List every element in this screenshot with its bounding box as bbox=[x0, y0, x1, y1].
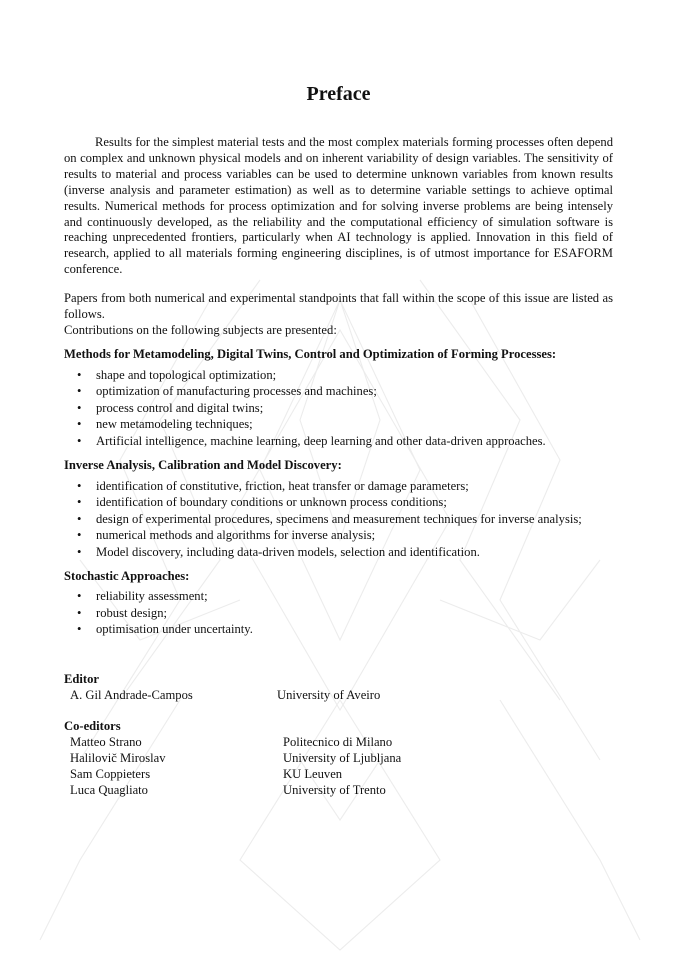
coeditor-row bbox=[64, 767, 613, 783]
bullet-icon: • bbox=[77, 605, 82, 620]
bullet-icon: • bbox=[77, 495, 82, 510]
bullet-icon: • bbox=[77, 400, 82, 415]
coeditor-name: Luca Quagliato bbox=[70, 782, 148, 797]
list-item-text: Artificial intelligence, machine learning, deep learning and other data-driven approaches. bbox=[96, 433, 546, 448]
list-item-text: robust design; bbox=[96, 605, 168, 620]
editor-name: A. Gil Andrade-Campos bbox=[70, 688, 193, 703]
coeditor-name: Sam Coppieters bbox=[70, 766, 151, 781]
list-item-text: identification of boundary conditions or unknown process conditions; bbox=[96, 495, 447, 510]
intro-paragraph: Results for the simplest material tests and the most complex materials forming processes often depend on complex and unknown physical models and on inherent variability of design variables. The sensitivity of results to material and process variables can be used to determine unknown variables from known results (inverse analysis and parameter estimation) as well as to determine variable settings to achieve optimal results. Numerical methods for process optimization and for solving inverse problems are being intensely and continuously developed, as the reliability and the computational efficiency of simulation software is reaching unprecedented frontiers, particularly when AI technology is applied. Innovation in this field of research, applied to all materials forming engineering disciplines, is of utmost importance for ESAFORM conference. bbox=[64, 135, 613, 277]
section-inverse-analysis bbox=[64, 458, 613, 561]
list-item bbox=[64, 434, 613, 450]
list-item bbox=[64, 479, 613, 495]
list-item bbox=[64, 589, 613, 605]
coeditor-row bbox=[64, 751, 613, 767]
list-item bbox=[64, 401, 613, 417]
coeditors-heading: Co-editors bbox=[64, 719, 121, 734]
bullet-list bbox=[64, 479, 613, 561]
bullet-icon: • bbox=[77, 433, 82, 448]
list-item-text: reliability assessment; bbox=[96, 589, 208, 604]
coeditors-block bbox=[64, 719, 613, 799]
list-item-text: design of experimental procedures, specimens and measurement techniques for inverse analysis; bbox=[96, 511, 582, 526]
list-item-text: shape and topological optimization; bbox=[96, 367, 277, 382]
bullet-icon: • bbox=[77, 384, 82, 399]
coeditor-row bbox=[64, 783, 613, 799]
list-item bbox=[64, 545, 613, 561]
coeditor-affiliation: University of Trento bbox=[283, 782, 386, 797]
list-item-text: identification of constitutive, friction, heat transfer or damage parameters; bbox=[96, 478, 469, 493]
bullet-icon: • bbox=[77, 417, 82, 432]
page-title: Preface bbox=[306, 83, 371, 105]
contributions-line: Contributions on the following subjects are presented: bbox=[64, 322, 337, 337]
section-heading: Inverse Analysis, Calibration and Model Discovery: bbox=[64, 457, 342, 472]
bullet-icon: • bbox=[77, 528, 82, 543]
list-item bbox=[64, 495, 613, 511]
coeditor-row bbox=[64, 735, 613, 751]
list-item bbox=[64, 384, 613, 400]
bullet-icon: • bbox=[77, 622, 82, 637]
coeditor-affiliation: KU Leuven bbox=[283, 766, 343, 781]
editor-heading: Editor bbox=[64, 672, 99, 687]
bullet-icon: • bbox=[77, 478, 82, 493]
bullet-icon: • bbox=[77, 544, 82, 559]
list-item-text: new metamodeling techniques; bbox=[96, 417, 253, 432]
document-page bbox=[64, 82, 613, 799]
list-item-text: numerical methods and algorithms for inverse analysis; bbox=[96, 528, 376, 543]
section-stochastic bbox=[64, 569, 613, 639]
list-item bbox=[64, 368, 613, 384]
bullet-icon: • bbox=[77, 511, 82, 526]
bullet-list bbox=[64, 368, 613, 450]
list-item-text: optimisation under uncertainty. bbox=[96, 622, 253, 637]
coeditor-affiliation: University of Ljubljana bbox=[283, 750, 402, 765]
list-item-text: optimization of manufacturing processes and machines; bbox=[96, 384, 377, 399]
list-item bbox=[64, 417, 613, 433]
list-item bbox=[64, 512, 613, 528]
coeditor-name: Halilovič Miroslav bbox=[70, 750, 166, 765]
section-methods bbox=[64, 347, 613, 450]
editor-block bbox=[64, 672, 613, 704]
coeditor-affiliation: Politecnico di Milano bbox=[283, 735, 393, 750]
coeditor-name: Matteo Strano bbox=[70, 735, 142, 750]
list-item-text: process control and digital twins; bbox=[96, 400, 264, 415]
list-item bbox=[64, 528, 613, 544]
editor-affiliation: University of Aveiro bbox=[277, 688, 381, 703]
section-heading: Stochastic Approaches: bbox=[64, 568, 190, 583]
list-item bbox=[64, 606, 613, 622]
section-heading: Methods for Metamodeling, Digital Twins, Control and Optimization of Forming Processes: bbox=[64, 346, 557, 361]
list-item-text: Model discovery, including data-driven models, selection and identification. bbox=[96, 544, 480, 559]
bullet-list bbox=[64, 589, 613, 638]
bullet-icon: • bbox=[77, 367, 82, 382]
papers-paragraph: Papers from both numerical and experimental standpoints that fall within the scope of this issue are listed as follows. bbox=[64, 291, 613, 322]
editor-row bbox=[64, 688, 613, 704]
list-item bbox=[64, 622, 613, 638]
bullet-icon: • bbox=[77, 589, 82, 604]
